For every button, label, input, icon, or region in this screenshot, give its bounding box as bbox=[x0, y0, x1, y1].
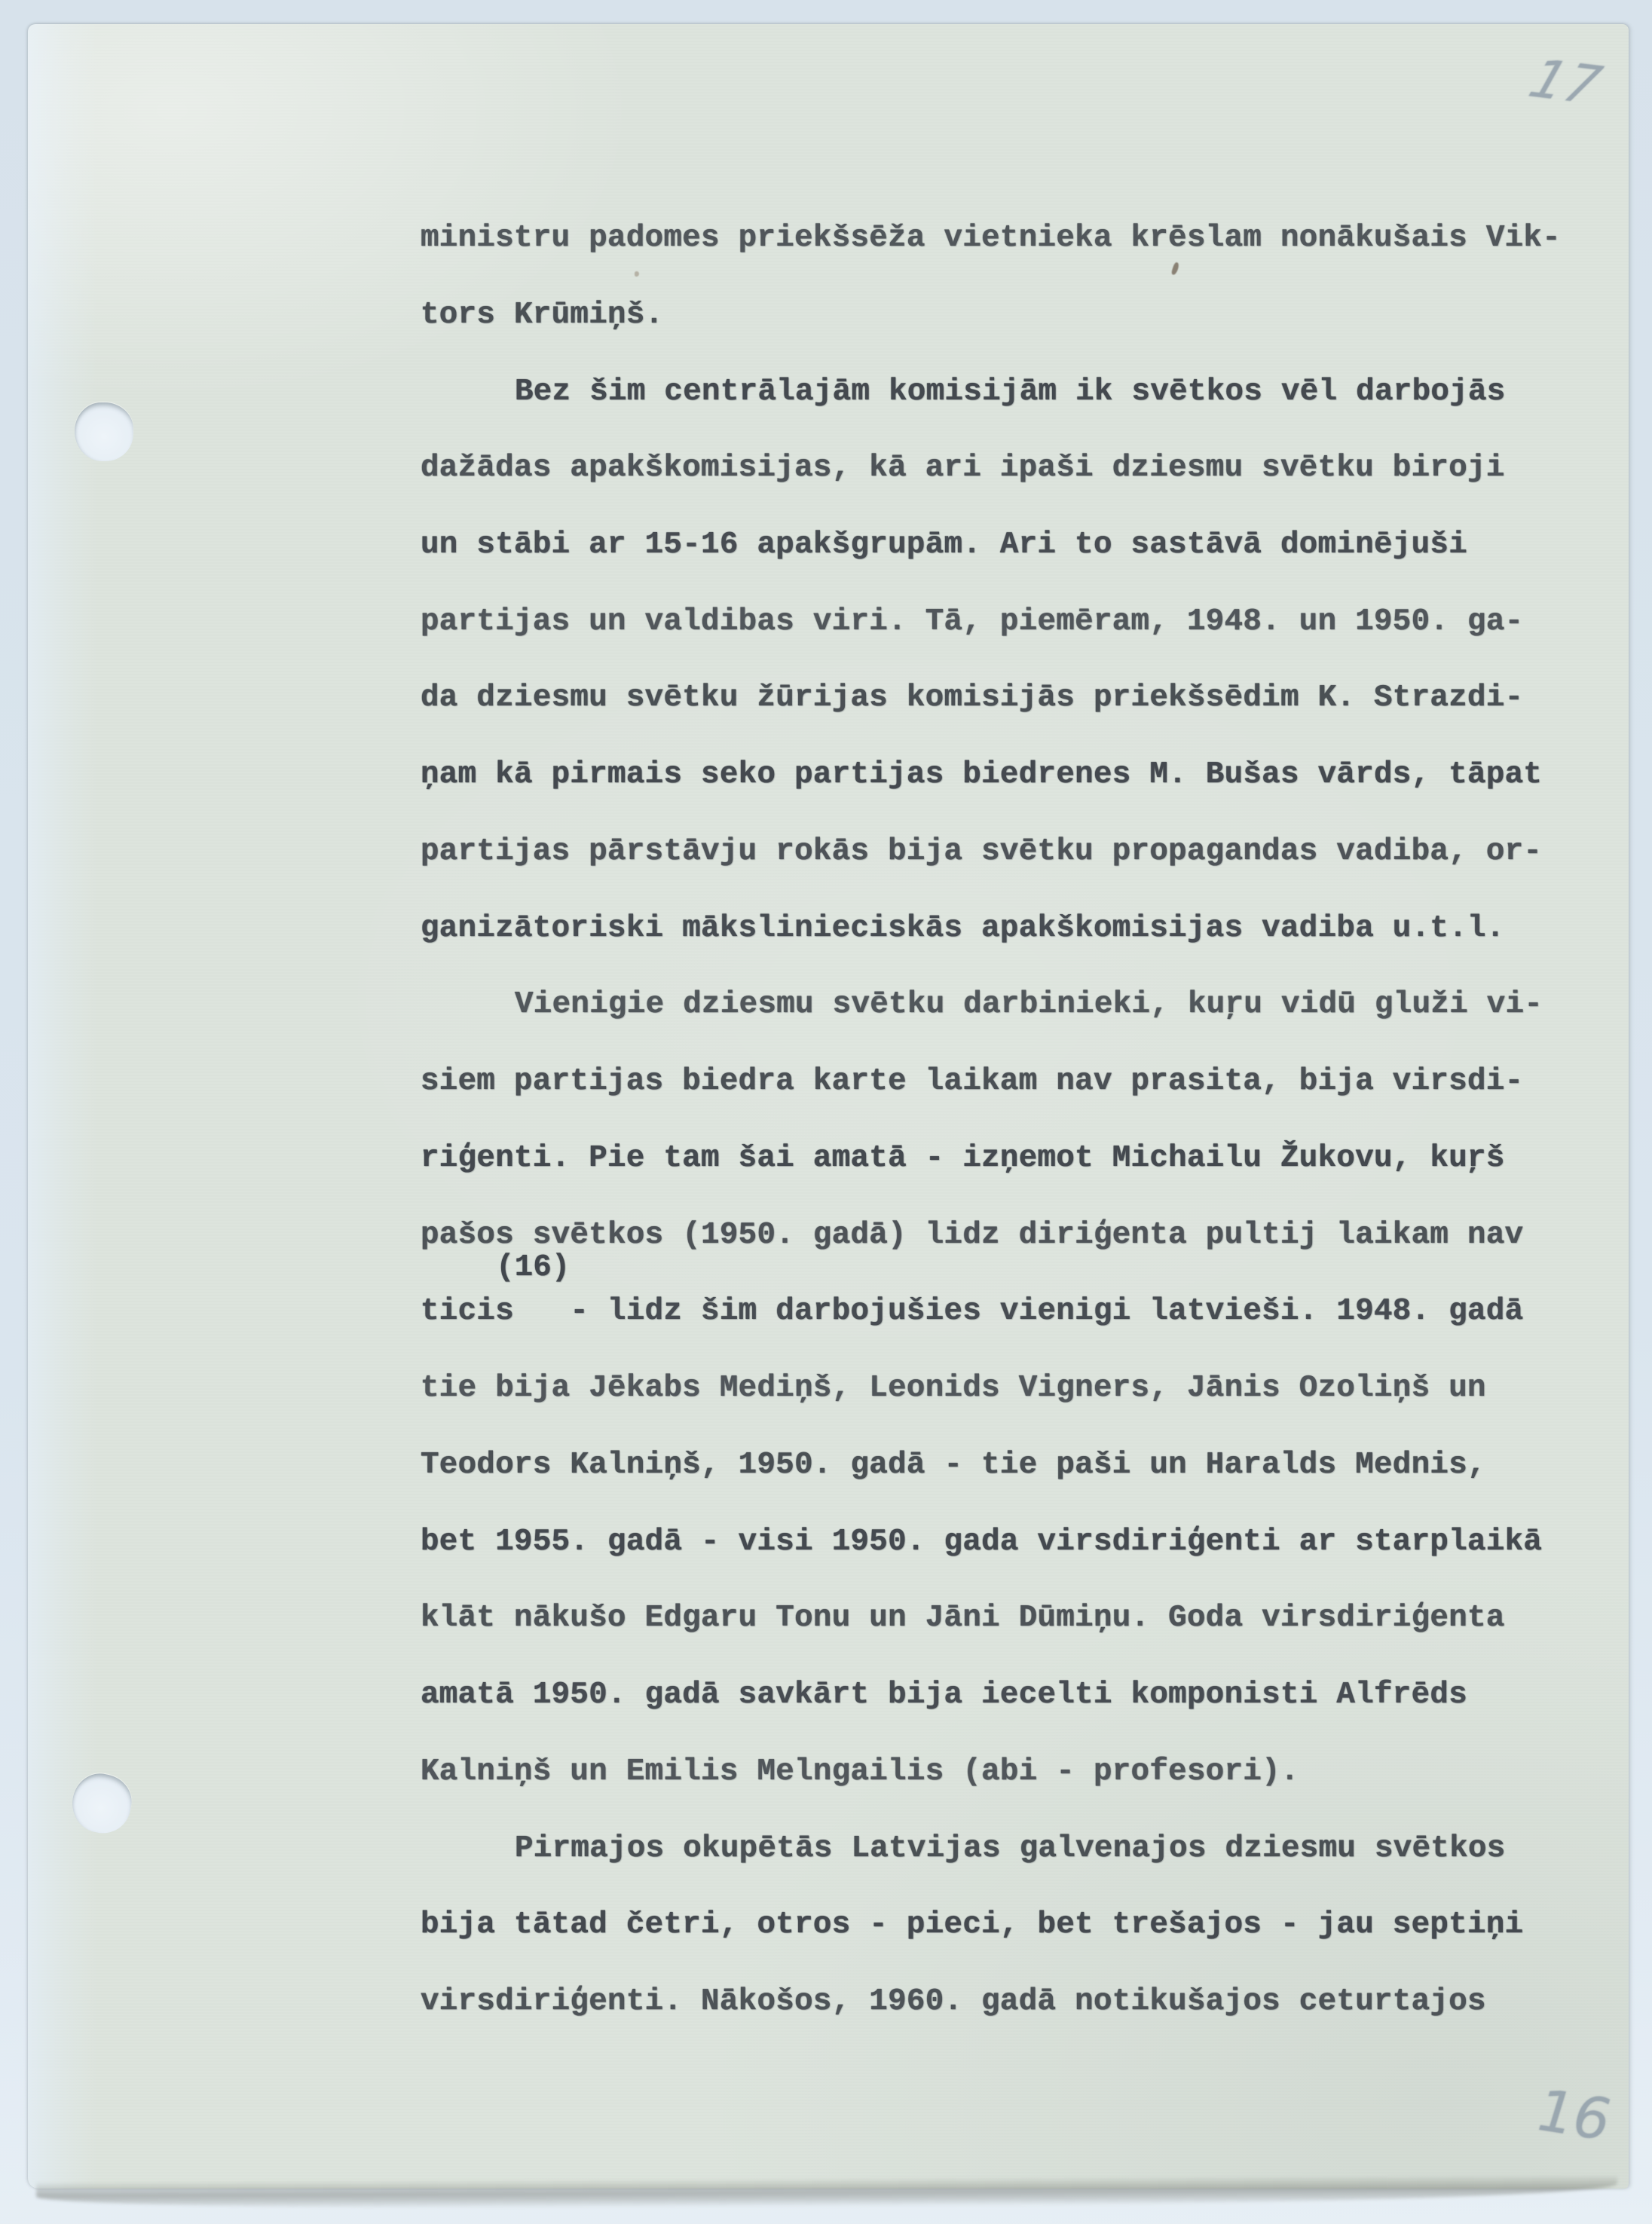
typed-line: ganizātoriski mākslinieciskās apakškomisijas vadiba u.t.l. bbox=[421, 910, 1505, 946]
typed-line: Pirmajos okupētās Latvijas galvenajos dziesmu svētkos bbox=[515, 1831, 1506, 1866]
typed-line: ņam kā pirmais seko partijas biedrenes M. Bušas vārds, tāpat bbox=[421, 757, 1543, 793]
typed-line: klāt nākušo Edgaru Tonu un Jāni Dūmiņu. Goda virsdiriģenta bbox=[421, 1601, 1505, 1636]
typed-line: Bez šim centrālajām komisijām ik svētkos vēl darbojās bbox=[515, 374, 1506, 409]
typed-line: bija tātad četri, otros - pieci, bet trešajos - jau septiņi bbox=[421, 1907, 1524, 1943]
typed-line: bet 1955. gadā - visi 1950. gada virsdiriģenti ar starplaikā bbox=[421, 1524, 1543, 1559]
typed-line: riģenti. Pie tam šai amatā - izņemot Michailu Žukovu, kuŗš bbox=[421, 1140, 1505, 1176]
typed-line: Vienigie dziesmu svētku darbinieki, kuŗu vidū gluži vi- bbox=[515, 987, 1543, 1023]
typed-line: pašos svētkos (1950. gadā) lidz diriģenta pultij laikam nav bbox=[421, 1217, 1524, 1253]
footnote-reference: (16) bbox=[496, 1250, 571, 1285]
typed-line: Kalniņš un Emilis Melngailis (abi - profesori). bbox=[421, 1754, 1299, 1789]
typed-line: da dziesmu svētku žūrijas komisijās priekšsēdim K. Strazdi- bbox=[421, 681, 1524, 716]
typed-line: un stābi ar 15-16 apakšgrupām. Ari to sastāvā dominējuši bbox=[421, 528, 1468, 562]
typed-line: siem partijas biedra karte laikam nav prasita, bija virsdi- bbox=[421, 1064, 1524, 1100]
typed-line: amatā 1950. gadā savkārt bija iecelti komponisti Alfrēds bbox=[421, 1678, 1468, 1713]
typed-line: partijas un valdibas viri. Tā, piemēram, 1948. un 1950. ga- bbox=[421, 604, 1524, 639]
handwritten-page-number-top: 17 bbox=[1515, 48, 1615, 116]
typed-line: tie bija Jēkabs Mediņš, Leonids Vigners, Jānis Ozoliņš un bbox=[421, 1371, 1486, 1406]
typed-line: ticis - lidz šim darbojušies vienigi latvieši. 1948. gadā bbox=[421, 1294, 1524, 1329]
typed-line: tors Krūmiņš. bbox=[421, 297, 664, 332]
handwritten-page-number-bottom: 16 bbox=[1528, 2076, 1620, 2154]
typed-line: partijas pārstāvju rokās bija svētku propagandas vadiba, or- bbox=[421, 834, 1543, 869]
typed-line: Teodors Kalniņš, 1950. gadā - tie paši un Haralds Mednis, bbox=[421, 1447, 1486, 1482]
typed-line: ministru padomes priekšsēža vietnieka krēslam nonākušais Vik- bbox=[421, 221, 1562, 255]
typed-line: virsdiriģenti. Nākošos, 1960. gadā notikušajos ceturtajos bbox=[421, 1984, 1486, 2019]
typed-line: dažādas apakškomisijas, kā ari ipaši dziesmu svētku biroji bbox=[421, 451, 1505, 486]
